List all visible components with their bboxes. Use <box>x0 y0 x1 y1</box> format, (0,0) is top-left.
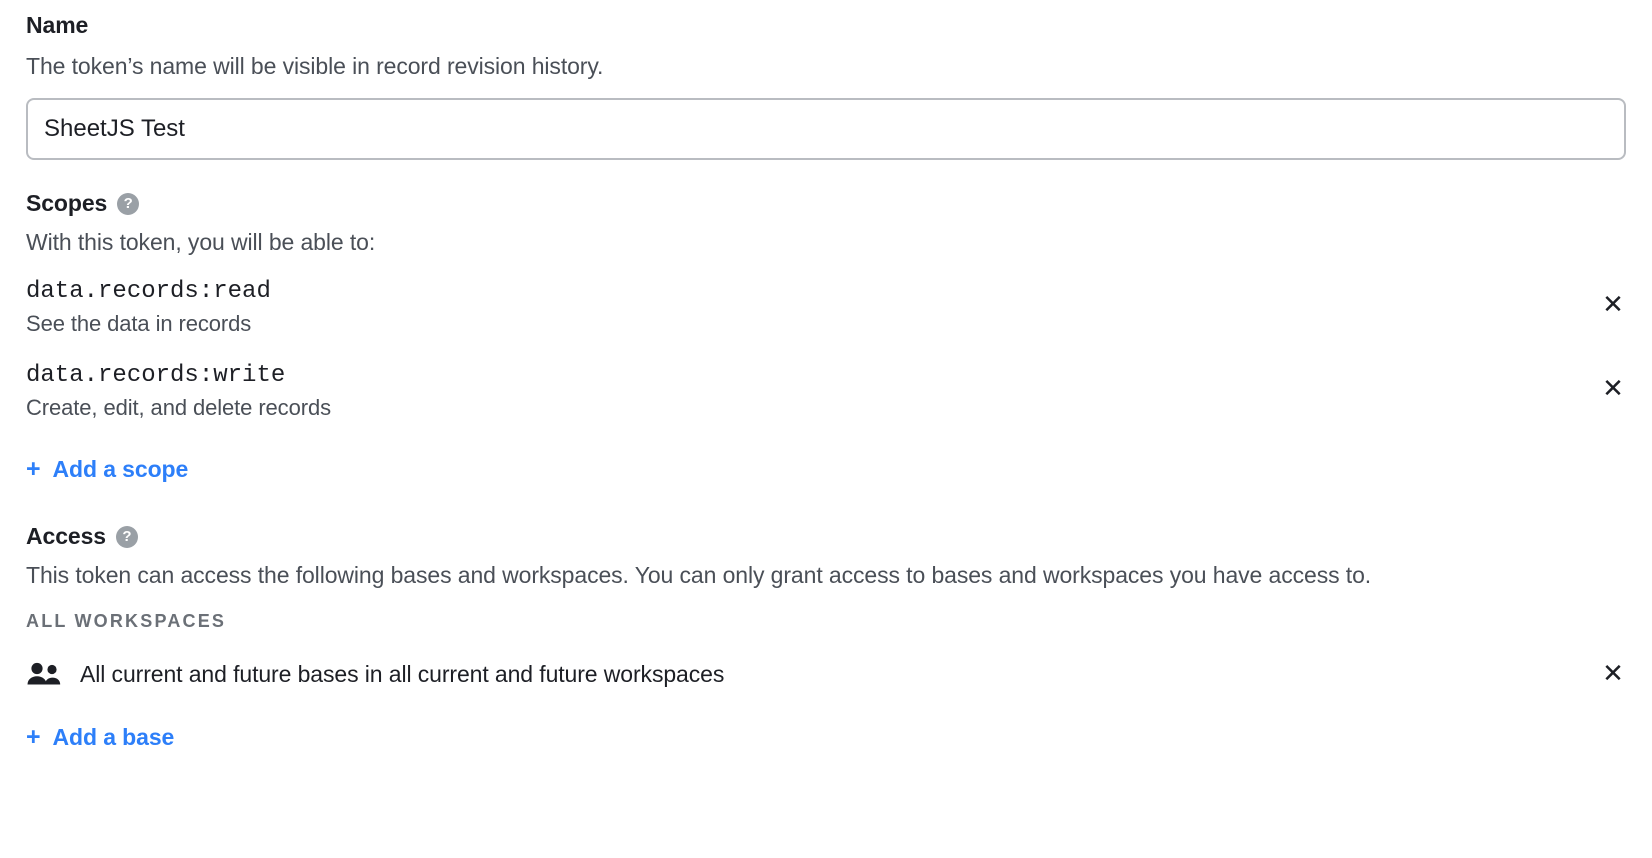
scopes-heading <box>26 190 1626 217</box>
access-label: Access <box>26 523 106 549</box>
name-help-text: The token’s name will be visible in record revision history. <box>26 53 604 79</box>
workspace-row <box>26 654 1626 694</box>
scope-name: data.records:write <box>26 362 286 389</box>
scope-description: Create, edit, and delete records <box>26 395 331 420</box>
scope-description: See the data in records <box>26 311 252 336</box>
add-base-button[interactable] <box>26 724 174 751</box>
remove-workspace-icon[interactable]: ✕ <box>1602 659 1624 689</box>
scopes-subtitle: With this token, you will be able to: <box>26 229 376 255</box>
remove-scope-icon[interactable]: ✕ <box>1602 374 1624 404</box>
access-heading <box>26 523 1626 550</box>
scopes-label: Scopes <box>26 190 108 216</box>
plus-icon: + <box>26 455 41 483</box>
add-base-label: Add a base <box>52 724 175 750</box>
scope-row <box>26 278 1626 340</box>
scope-row <box>26 362 1626 424</box>
access-description: This token can access the following bases and workspaces. You can only grant access to bases and workspaces you have access to. <box>26 562 1372 588</box>
token-name-input[interactable] <box>26 98 1626 160</box>
help-icon[interactable]: ? <box>117 193 139 215</box>
add-scope-button[interactable] <box>26 456 188 483</box>
name-label: Name <box>26 12 89 38</box>
scope-name: data.records:read <box>26 278 271 305</box>
people-icon <box>26 661 64 687</box>
all-workspaces-group-label: ALL WORKSPACES <box>26 611 227 631</box>
workspace-label: All current and future bases in all current and future workspaces <box>80 660 725 687</box>
remove-scope-icon[interactable]: ✕ <box>1602 290 1624 320</box>
add-scope-label: Add a scope <box>52 456 189 482</box>
plus-icon: + <box>26 723 41 751</box>
help-icon[interactable]: ? <box>116 526 138 548</box>
